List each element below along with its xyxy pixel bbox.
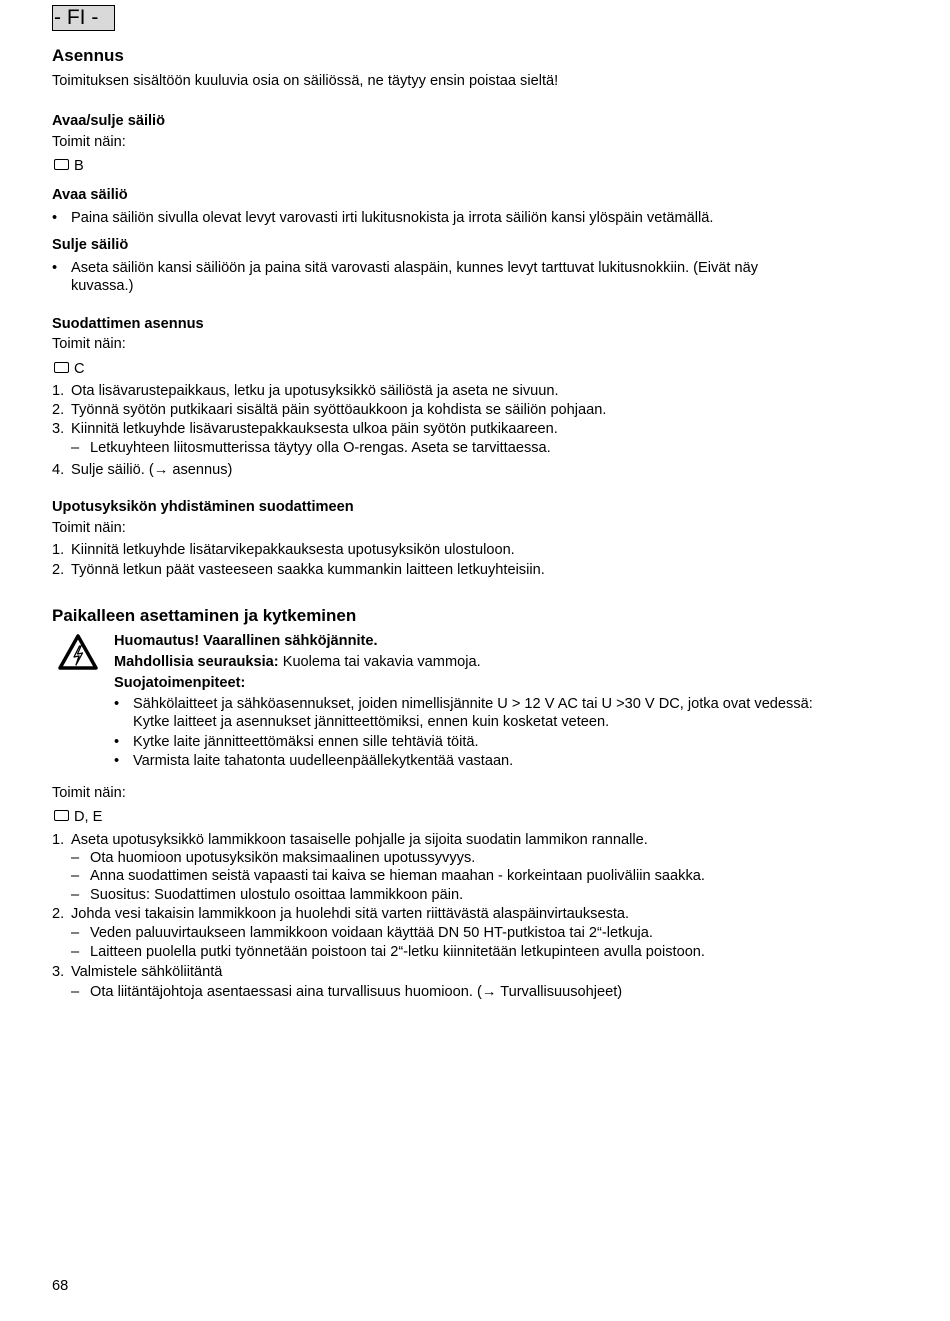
page-number: 68 xyxy=(52,1278,69,1294)
figure-letter: B xyxy=(74,158,84,174)
subsection-title-open-close: Avaa/sulje säiliö xyxy=(52,113,166,129)
sub-list-item: – Letkuyhteen liitosmutterissa täytyy olla O-rengas. Aseta se tarvittaessa. xyxy=(71,440,551,456)
list-item: 2. Työnnä letkun päät vasteeseen saakka kummankin laitteen letkuyhteisiin. xyxy=(52,562,545,578)
list-item-continuation: Kytke laitteet ja asennukset jännitteettömiksi, ennen kuin kosketat veteen. xyxy=(133,714,610,730)
sub-list-item: – Anna suodattimen seistä vapaasti tai kaiva se hieman maahan - korkeintaan puoliväliin saakka. xyxy=(71,868,705,884)
sub-list-item: – Ota huomioon upotusyksikön maksimaalinen upotussyvyys. xyxy=(71,850,476,866)
warning-title: Huomautus! Vaarallinen sähköjännite. xyxy=(114,633,378,649)
warning-consequences: Mahdollisia seurauksia: Kuolema tai vakavia vammoja. xyxy=(114,654,481,670)
section-title-asennus: Asennus xyxy=(52,46,124,65)
close-title: Sulje säiliö xyxy=(52,237,129,253)
subsection-title-connect: Upotusyksikön yhdistäminen suodattimeen xyxy=(52,499,354,515)
subsection-title-filter: Suodattimen asennus xyxy=(52,316,204,332)
list-item: 4. Sulje säiliö. (→ asennus) xyxy=(52,462,233,478)
toimit-label: Toimit näin: xyxy=(52,520,126,536)
list-item: • Aseta säiliön kansi säiliöön ja paina sitä varovasti alaspäin, kunnes levyt tarttuvat lukitusnokkiin. (Eivät näy xyxy=(52,260,759,276)
toimit-label: Toimit näin: xyxy=(52,336,126,352)
toimit-label: Toimit näin: xyxy=(52,785,126,801)
bullet-icon: • xyxy=(114,753,120,769)
figure-reference-icon xyxy=(54,362,69,373)
list-item: 3. Valmistele sähköliitäntä xyxy=(52,964,223,980)
list-item: 1. Aseta upotusyksikkö lammikkoon tasaiselle pohjalle ja sijoita suodatin lammikon rannalle. xyxy=(52,832,648,848)
bullet-icon: • xyxy=(52,260,58,276)
figure-ref xyxy=(54,808,102,826)
bullet-icon: • xyxy=(52,210,58,226)
list-item: • Kytke laite jännitteettömäksi ennen sille tehtäviä töitä. xyxy=(114,734,479,750)
section-title-placement: Paikalleen asettaminen ja kytkeminen xyxy=(52,606,357,625)
list-item: • Sähkölaitteet ja sähköasennukset, joiden nimellisjännite U > 12 V AC tai U >30 V DC, jotka ovat vedessä: xyxy=(114,696,813,712)
warning-measures-label: Suojatoimenpiteet: xyxy=(114,675,246,691)
list-item: • Paina säiliön sivulla olevat levyt varovasti irti lukitusnokista ja irrota säiliön kansi ylöspäin vetämällä. xyxy=(52,210,714,226)
sub-list-item: – Ota liitäntäjohtoja asentaessasi aina turvallisuus huomioon. (→ Turvallisuusohjeet) xyxy=(71,984,623,1000)
electric-hazard-warning-icon xyxy=(57,633,99,671)
sub-list-item: – Veden paluuvirtaukseen lammikkoon voidaan käyttää DN 50 HT-putkistoa tai 2“-letkuja. xyxy=(71,925,653,941)
figure-ref xyxy=(54,360,85,378)
bullet-icon: • xyxy=(114,734,120,750)
list-item: 2. Johda vesi takaisin lammikkoon ja huolehdi sitä varten riittävästä alaspäinvirtauksesta. xyxy=(52,906,630,922)
list-item: 1. Ota lisävarustepaikkaus, letku ja upotusyksikkö säiliöstä ja aseta ne sivuun. xyxy=(52,383,559,399)
list-item-continuation: kuvassa.) xyxy=(71,278,134,294)
list-item: 3. Kiinnitä letkuyhde lisävarustepakkauksesta ulkoa päin syötön putkikaareen. xyxy=(52,421,558,437)
sub-list-item: – Suositus: Suodattimen ulostulo osoittaa lammikkoon päin. xyxy=(71,887,464,903)
list-item: 2. Työnnä syötön putkikaari sisältä päin syöttöaukkoon ja kohdista se säiliön pohjaan. xyxy=(52,402,607,418)
list-item: • Varmista laite tahatonta uudelleenpäällekytkentää vastaan. xyxy=(114,753,514,769)
figure-letter: C xyxy=(74,361,85,377)
language-tag: - FI - xyxy=(52,5,115,31)
open-title: Avaa säiliö xyxy=(52,187,128,203)
bullet-icon: • xyxy=(114,696,120,712)
list-item: 1. Kiinnitä letkuyhde lisätarvikepakkauksesta upotusyksikön ulostuloon. xyxy=(52,542,515,558)
figure-letter: D, E xyxy=(74,809,103,825)
figure-ref xyxy=(54,157,84,175)
intro-text: Toimituksen sisältöön kuuluvia osia on säiliössä, ne täytyy ensin poistaa sieltä! xyxy=(52,73,559,89)
figure-reference-icon xyxy=(54,159,69,170)
sub-list-item: – Laitteen puolella putki työnnetään poistoon tai 2“-letku kiinnitetään letkupinteen avulla poistoon. xyxy=(71,944,705,960)
figure-reference-icon xyxy=(54,810,69,821)
toimit-label: Toimit näin: xyxy=(52,134,126,150)
